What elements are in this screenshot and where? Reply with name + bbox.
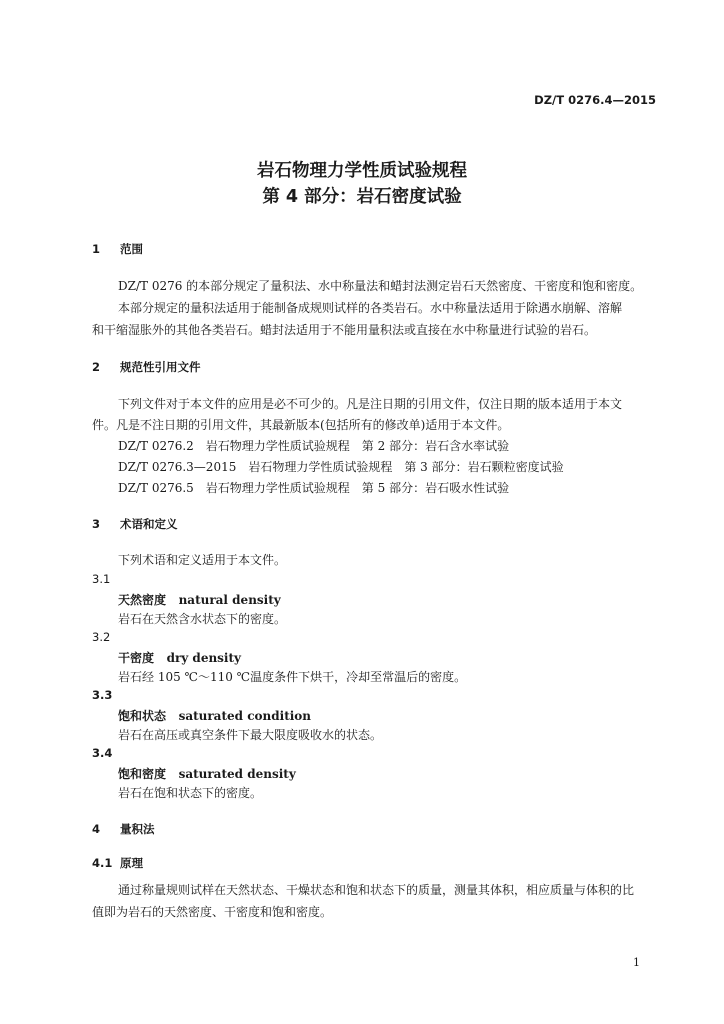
section-1-heading	[92, 241, 143, 257]
subsection-title: 原理	[120, 856, 143, 870]
section-3-heading	[92, 516, 178, 532]
term-definition: 岩石在饱和状态下的密度。	[118, 786, 263, 800]
term-en: dry density	[166, 651, 242, 665]
section-number: 3	[92, 517, 101, 531]
page-number: 1	[633, 956, 640, 969]
paragraph-continuation: 和干缩湿胀外的其他各类岩石。蜡封法适用于不能用量积法或直接在水中称量进行试验的岩石。	[92, 323, 597, 337]
term-zh: 干密度	[118, 651, 155, 665]
term-definition: 岩石在高压或真空条件下最大限度吸收水的状态。	[118, 728, 383, 742]
term-en: saturated condition	[178, 709, 312, 723]
paragraph-continuation: 值即为岩石的天然密度、干密度和饱和密度。	[92, 905, 333, 919]
subsection-4-1-heading	[92, 855, 143, 871]
title-line-2: 第 4 部分：岩石密度试验	[262, 187, 462, 207]
term-definition: 岩石经 105 ℃～110 ℃温度条件下烘干，冷却至常温后的密度。	[118, 670, 467, 684]
term-zh: 饱和状态	[118, 709, 167, 723]
term-entry	[118, 707, 311, 724]
clause-number: 3.4	[92, 746, 113, 760]
clause-number: 3.1	[92, 572, 111, 586]
section-4-heading	[92, 821, 155, 837]
paragraph: 下列术语和定义适用于本文件。	[118, 553, 287, 567]
term-entry	[118, 591, 281, 608]
term-en: saturated density	[178, 767, 296, 781]
subsection-number: 4.1	[92, 856, 113, 870]
term-zh: 饱和密度	[118, 767, 167, 781]
paragraph: 下列文件对于本文件的应用是必不可少的。凡是注日期的引用文件，仅注日期的版本适用于本文	[118, 397, 623, 411]
reference-item: DZ/T 0276.3—2015 岩石物理力学性质试验规程 第 3 部分：岩石颗粒密度试验	[118, 460, 564, 474]
section-title: 规范性引用文件	[120, 360, 201, 374]
term-zh: 天然密度	[118, 593, 167, 607]
clause-number: 3.2	[92, 630, 111, 644]
term-entry	[118, 765, 296, 782]
paragraph-continuation: 件。凡是不注日期的引用文件，其最新版本(包括所有的修改单)适用于本文件。	[92, 418, 510, 432]
term-definition: 岩石在天然含水状态下的密度。	[118, 612, 287, 626]
standard-number: DZ/T 0276.4—2015	[534, 93, 656, 107]
section-number: 4	[92, 822, 101, 836]
section-title: 术语和定义	[120, 517, 178, 531]
term-entry	[118, 649, 241, 666]
section-2-heading	[92, 359, 201, 375]
paragraph: 本部分规定的量积法适用于能制备成规则试样的各类岩石。水中称量法适用于除遇水崩解、溶解	[118, 301, 623, 315]
section-title: 量积法	[120, 822, 155, 836]
reference-item: DZ/T 0276.5 岩石物理力学性质试验规程 第 5 部分：岩石吸水性试验	[118, 481, 510, 495]
section-number: 2	[92, 360, 101, 374]
paragraph: DZ/T 0276 的本部分规定了量积法、水中称量法和蜡封法测定岩石天然密度、干密度和饱和密度。	[118, 279, 643, 293]
section-title: 范围	[120, 242, 143, 256]
paragraph: 通过称量规则试样在天然状态、干燥状态和饱和状态下的质量，测量其体积，相应质量与体积的比	[118, 883, 635, 897]
reference-item: DZ/T 0276.2 岩石物理力学性质试验规程 第 2 部分：岩石含水率试验	[118, 439, 510, 453]
term-en: natural density	[178, 593, 281, 607]
section-number: 1	[92, 242, 101, 256]
title-line-1: 岩石物理力学性质试验规程	[257, 161, 467, 181]
clause-number: 3.3	[92, 688, 113, 702]
